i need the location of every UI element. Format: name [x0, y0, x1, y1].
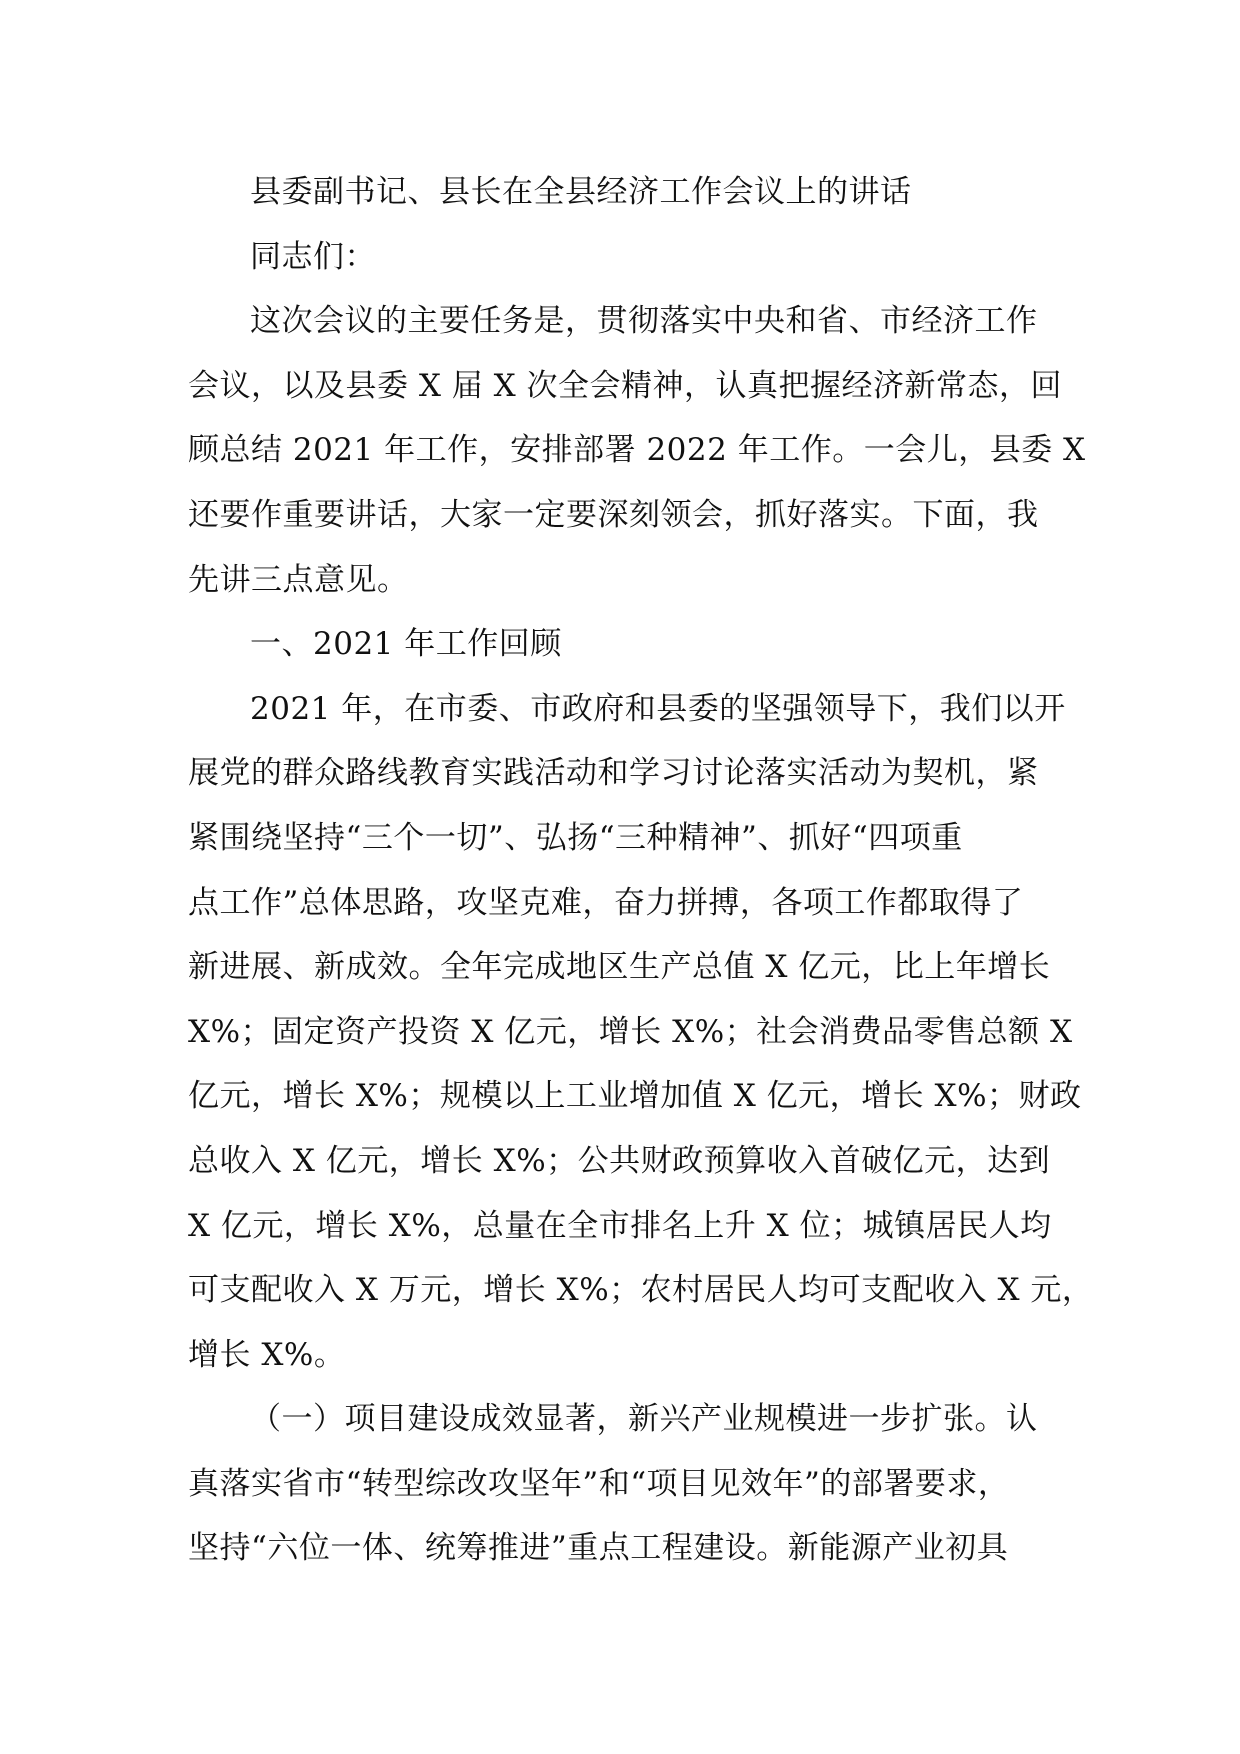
salutation: 同志们：	[250, 238, 376, 275]
text-line: 展党的群众路线教育实践活动和学习讨论落实活动为契机，紧	[188, 755, 1039, 792]
text-line: （一）项目建设成效显著，新兴产业规模进一步扩张。认	[250, 1401, 1038, 1438]
text-line: X%；固定资产投资 X 亿元，增长 X%；社会消费品零售总额 X	[188, 1013, 1073, 1050]
text-line: 先讲三点意见。	[188, 561, 409, 598]
document-title: 县委副书记、县长在全县经济工作会议上的讲话	[250, 174, 912, 210]
text-line: 真落实省市“转型综改攻坚年”和“项目见效年”的部署要求，	[188, 1465, 1010, 1502]
text-line: 增长 X%。	[188, 1336, 346, 1373]
section-heading-1	[188, 612, 1058, 677]
text-line: 还要作重要讲话，大家一定要深刻领会，抓好落实。下面，我	[188, 496, 1039, 533]
text-line: 可支配收入 X 万元，增长 X%；农村居民人均可支配收入 X 元，	[188, 1272, 1094, 1309]
paragraph-intro	[188, 289, 1086, 612]
text-line: 2021 年，在市委、市政府和县委的坚强领导下，我们以开	[250, 690, 1066, 727]
text-line: 这次会议的主要任务是，贯彻落实中央和省、市经济工作	[250, 303, 1038, 340]
section-heading: 一、2021 年工作回顾	[250, 626, 562, 663]
text-line: 亿元，增长 X%；规模以上工业增加值 X 亿元，增长 X%；财政	[188, 1078, 1082, 1115]
text-line: 新进展、新成效。全年完成地区生产总值 X 亿元，比上年增长	[188, 949, 1051, 986]
document-body	[188, 160, 1094, 1581]
text-line: 坚持“六位一体、统筹推进”重点工程建设。新能源产业初具	[188, 1530, 1009, 1567]
text-line: 总收入 X 亿元，增长 X%；公共财政预算收入首破亿元，达到	[188, 1142, 1051, 1179]
text-line: 顾总结 2021 年工作，安排部署 2022 年工作。一会儿，县委 X	[188, 432, 1086, 469]
paragraph-review	[188, 677, 1094, 1388]
text-line: X 亿元，增长 X%，总量在全市排名上升 X 位；城镇居民人均	[188, 1207, 1052, 1244]
paragraph-projects	[188, 1387, 1058, 1581]
text-line: 会议，以及县委 X 届 X 次全会精神，认真把握经济新常态，回	[188, 367, 1063, 404]
text-line: 点工作”总体思路，攻坚克难，奋力拼搏，各项工作都取得了	[188, 884, 1024, 921]
text-line: 紧围绕坚持“三个一切”、弘扬“三种精神”、抓好“四项重	[188, 819, 963, 856]
